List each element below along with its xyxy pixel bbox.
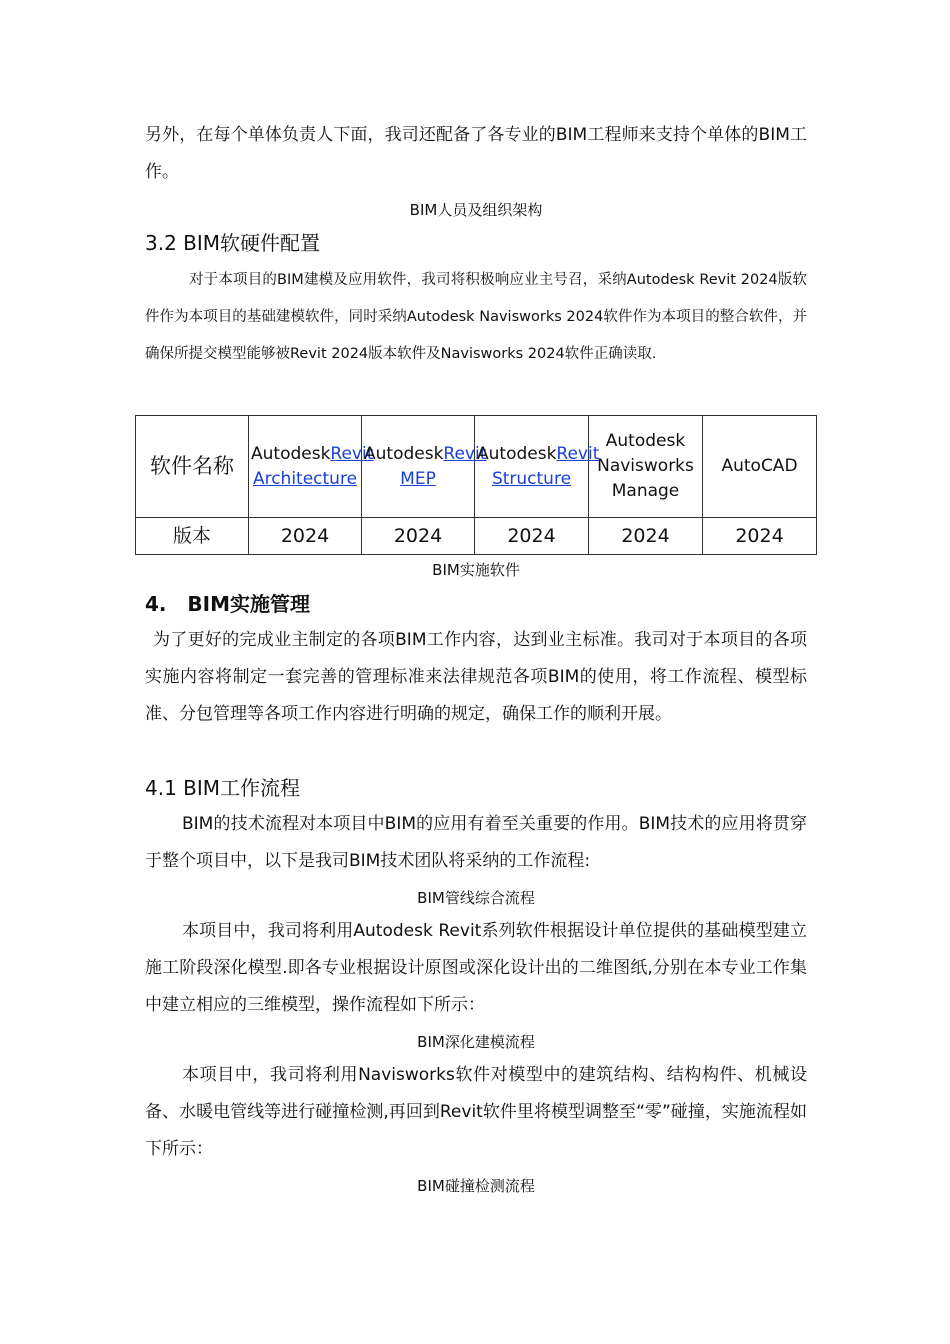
row-header-name: 软件名称 <box>136 416 249 518</box>
caption-software: BIM实施软件 <box>432 561 520 579</box>
intro-paragraph: 另外，在每个单体负责人下面，我司还配备了各专业的BIM工程师来支持个单体的BIM工作。 <box>145 125 807 182</box>
cell-navisworks-manage: Autodesk Navisworks Manage <box>589 416 703 518</box>
version-cell: 2024 <box>703 518 817 555</box>
clash-paragraph: 本项目中，我司将利用Navisworks软件对模型中的建筑结构、结构构件、机械设备、水暖电管线等进行碰撞检测,再回到Revit软件里将模型调整至“零”碰撞，实施流程如下所示： <box>145 1065 807 1159</box>
link-revit-architecture[interactable]: Revit Architecture <box>252 443 374 489</box>
cell-revit-structure <box>475 416 600 518</box>
caption-clash: BIM碰撞检测流程 <box>417 1177 535 1195</box>
version-cell: 2024 <box>475 518 589 555</box>
cell-prefix: Autodesk <box>251 443 331 464</box>
heading-3-2: 3.2 BIM软硬件配置 <box>145 231 321 255</box>
workflow-paragraph: BIM的技术流程对本项目中BIM的应用有着至关重要的作用。BIM技术的应用将贯穿于整个项目中，以下是我司BIM技术团队将采纳的工作流程: <box>145 814 807 871</box>
cell-prefix: Autodesk <box>364 443 444 464</box>
caption-pipeline: BIM管线综合流程 <box>417 889 535 907</box>
link-revit-mep[interactable]: Revit MEP <box>400 443 487 489</box>
heading-4-1: 4.1 BIM工作流程 <box>145 776 301 800</box>
cell-autocad: AutoCAD <box>703 416 817 518</box>
caption-org-structure: BIM人员及组织架构 <box>409 201 543 219</box>
cell-prefix: Autodesk <box>477 443 557 464</box>
cell-revit-architecture <box>249 416 374 518</box>
heading-4: 4. BIM实施管理 <box>145 592 310 616</box>
software-paragraph: 对于本项目的BIM建模及应用软件，我司将积极响应业主号召，采纳Autodesk Revit 2024版软件作为本项目的基础建模软件，同时采纳Autodesk Navisworks 2024软件作为本项目的整合软件，并确保所提交模型能够被Revit 2024版本软件及Navisworks 2024软件正确读取. <box>145 272 807 362</box>
version-cell: 2024 <box>589 518 703 555</box>
row-header-version: 版本 <box>136 518 249 555</box>
management-paragraph: 为了更好的完成业主制定的各项BIM工作内容，达到业主标准。我司对于本项目的各项实施内容将制定一套完善的管理标准来法律规范各项BIM的使用，将工作流程、模型标准、分包管理等各项工作内容进行明确的规定，确保工作的顺利开展。 <box>145 630 807 724</box>
version-cell: 2024 <box>362 518 475 555</box>
software-table <box>135 415 817 555</box>
modeling-paragraph: 本项目中，我司将利用Autodesk Revit系列软件根据设计单位提供的基础模型建立施工阶段深化模型.即各专业根据设计原图或深化设计出的二维图纸,分别在本专业工作集中建立相应的三维模型，操作流程如下所示： <box>145 921 807 1015</box>
cell-revit-mep <box>362 416 487 518</box>
link-revit-structure[interactable]: Revit Structure <box>491 443 600 489</box>
caption-modeling: BIM深化建模流程 <box>417 1033 535 1051</box>
software-version-row <box>136 518 817 555</box>
version-cell: 2024 <box>249 518 362 555</box>
software-name-row <box>136 416 817 518</box>
